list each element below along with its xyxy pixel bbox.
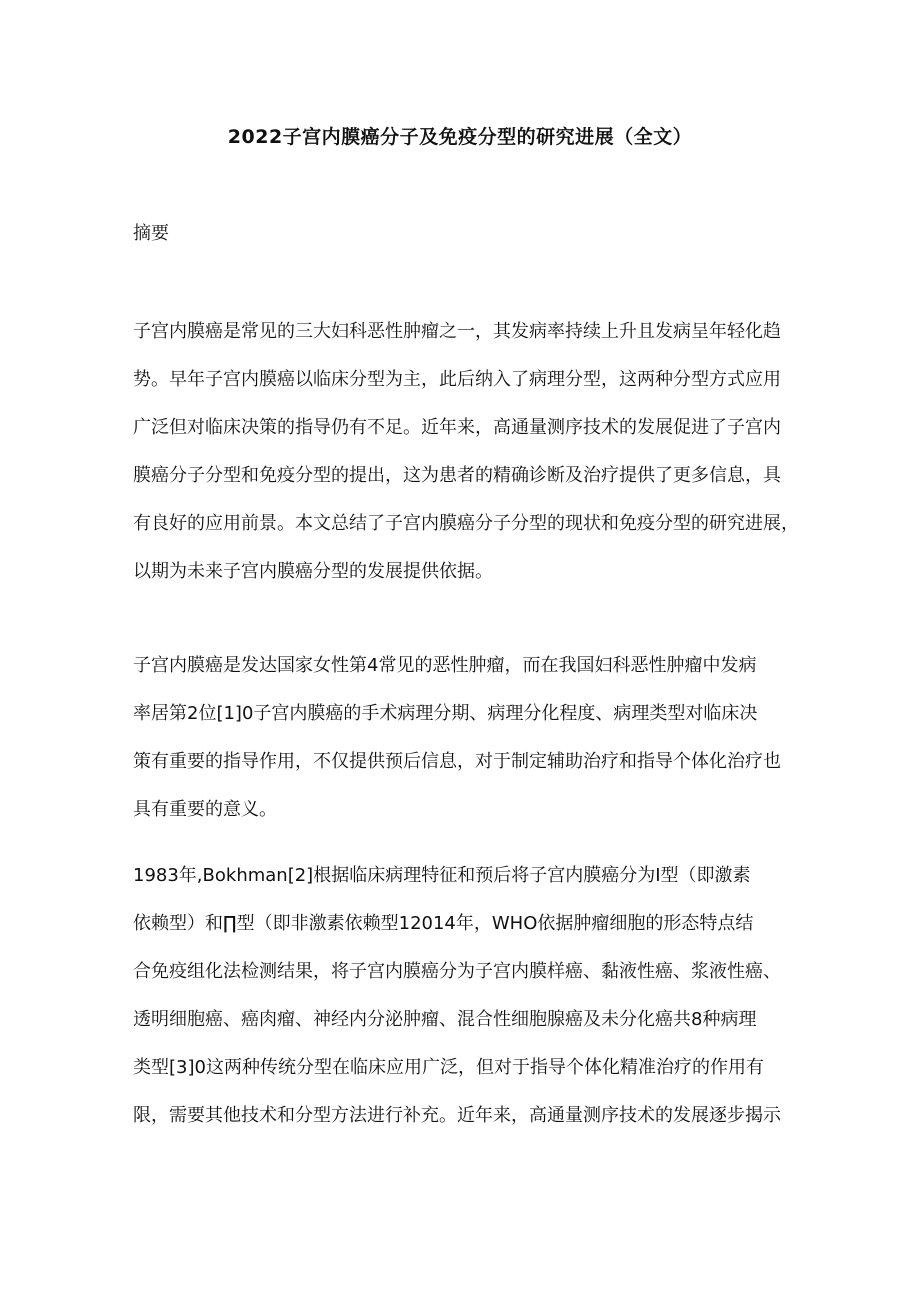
- text-line: 限，需要其他技术和分型方法进行补充。近年来，高通量测序技术的发展逐步揭示: [133, 1105, 781, 1126]
- text-line: 广泛但对临床决策的指导仍有不足。近年来，高通量测序技术的发展促进了子宫内: [133, 417, 781, 438]
- body-paragraph: [133, 642, 813, 834]
- text-line: 1983年,Bokhman[2]根据临床病理特征和预后将子宫内膜癌分为I型（即激素: [133, 865, 751, 886]
- text-line: 子宫内膜癌是常见的三大妇科恶性肿瘤之一，其发病率持续上升且发病呈年轻化趋: [133, 321, 781, 342]
- text-line: 类型[3]0这两种传统分型在临床应用广泛，但对于指导个体化精准治疗的作用有: [133, 1057, 764, 1078]
- abstract-heading: 摘要: [133, 223, 169, 244]
- text-line: 率居第2位[1]0子宫内膜癌的手术病理分期、病理分化程度、病理类型对临床决: [133, 703, 758, 724]
- abstract-paragraph: [133, 308, 813, 596]
- text-line: 合免疫组化法检测结果，将子宫内膜癌分为子宫内膜样癌、黏液性癌、浆液性癌、: [133, 961, 781, 982]
- text-line: 有良好的应用前景。本文总结了子宫内膜癌分子分型的现状和免疫分型的研究进展，: [133, 513, 799, 534]
- text-line: 透明细胞癌、癌肉瘤、神经内分泌肿瘤、混合性细胞腺癌及未分化癌共8种病理: [133, 1009, 757, 1030]
- text-line: 以期为未来子宫内膜癌分型的发展提供依据。: [133, 561, 493, 582]
- text-line: 膜癌分子分型和免疫分型的提出，这为患者的精确诊断及治疗提供了更多信息，具: [133, 465, 781, 486]
- document-title: 2022子宫内膜癌分子及免疫分型的研究进展（全文）: [227, 126, 693, 148]
- text-line: 策有重要的指导作用，不仅提供预后信息，对于制定辅助治疗和指导个体化治疗也: [133, 751, 781, 772]
- text-line: 势。早年子宫内膜癌以临床分型为主，此后纳入了病理分型，这两种分型方式应用: [133, 369, 781, 390]
- text-line: 具有重要的意义。: [133, 799, 277, 820]
- text-line: 子宫内膜癌是发达国家女性第4常见的恶性肿瘤，而在我国妇科恶性肿瘤中发病: [133, 655, 757, 676]
- text-line: 依赖型）和∏型（即非激素依赖型12014年，WHO依据肿瘤细胞的形态特点结: [133, 913, 754, 934]
- body-paragraph: [133, 852, 813, 1140]
